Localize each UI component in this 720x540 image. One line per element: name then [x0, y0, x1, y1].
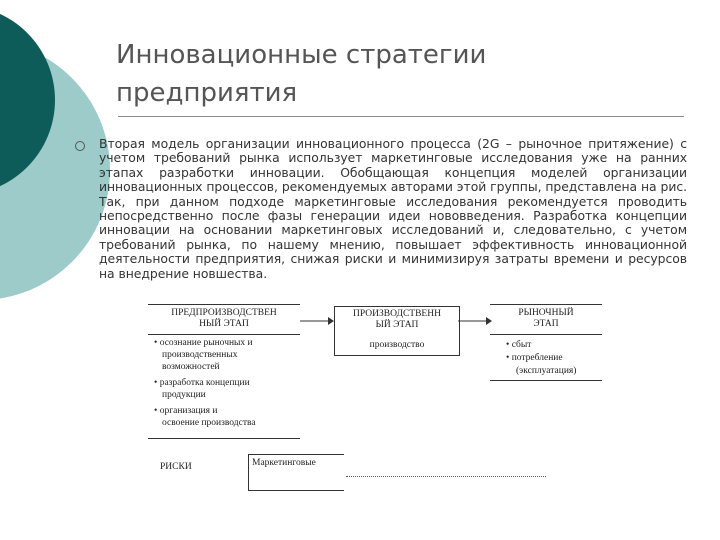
stage1-top-line: [148, 304, 300, 305]
stage1-bottom-line: [148, 438, 300, 439]
marketing-box-label: Маркетинговые: [252, 458, 316, 468]
body-paragraph: Вторая модель организации инновационного процесса (2G – рыночное притяжение) с учетом требований рынка использует маркетинговые исследования уже на ранних этапах разработки инновации. Обобщающая концепция моделей организации инновационных процессов, рекомендуемых авторами этой группы, представлена на рис. Так, при данном подходе маркетинговые исследования рекомендуется проводить непосредственно после фазы генерации идеи нововведения. Разработка концепции инновации на основании маркетинговых исследований и, следовательно, с учетом требований рынка, по нашему мнению, повышает эффективность инновационной деятельности предприятия, снижая риски и минимизируя затраты времени и ресурсов на внедрение новшества.: [99, 136, 687, 281]
stage1-item: освоение производства: [162, 418, 256, 428]
stage1-title: [148, 308, 300, 330]
stage2-title-line-2: ЫЙ ЭТАП: [375, 320, 419, 330]
decorative-circles: [0, 0, 110, 300]
bottom-box-top-line: [248, 454, 344, 455]
risks-label: РИСКИ: [160, 462, 192, 472]
slide-title-line-1: Инновационные стратегии: [116, 40, 487, 70]
stage3-title-line-2: ЭТАП: [533, 319, 559, 329]
stage1-title-line-2: НЫЙ ЭТАП: [199, 319, 249, 329]
arrow-right-icon: [458, 316, 492, 326]
stage3-item: • сбыт: [506, 340, 532, 350]
slide-title-line-2: предприятия: [116, 78, 298, 108]
stage3-bottom-line: [490, 380, 602, 381]
stage1-item: производственных: [162, 350, 238, 360]
slide-title: [116, 36, 676, 112]
stage2-title: [334, 309, 460, 331]
stage3-item: • потребление: [506, 353, 563, 363]
arrow-right-icon: [300, 316, 334, 326]
bottom-box-bottom-line: [248, 490, 344, 491]
stage1-divider: [148, 334, 300, 335]
bottom-box-left-line: [248, 454, 249, 490]
stage3-title: [490, 308, 602, 330]
title-divider: [118, 116, 684, 117]
stage1-item: возможностей: [162, 362, 220, 372]
bullet-circle-icon: [75, 141, 85, 151]
stage3-top-line: [490, 304, 602, 305]
stage1-item: • разработка концепции: [154, 378, 250, 388]
stage3-divider: [490, 334, 602, 335]
stage3-item: (эксплуатация): [516, 366, 577, 376]
bottom-dotted-line: [346, 476, 546, 477]
stage2-item: производство: [369, 340, 425, 350]
stage1-item: • организация и: [154, 406, 218, 416]
stage2-title-line-1: ПРОИЗВОДСТВЕНН: [353, 309, 441, 319]
stage3-title-line-1: РЫНОЧНЫЙ: [518, 308, 574, 318]
stage1-item: • осознание рыночных и: [154, 338, 253, 348]
stage1-title-line-1: ПРЕДПРОИЗВОДСТВЕН: [171, 308, 277, 318]
stage1-item: продукции: [162, 390, 206, 400]
innovation-process-diagram: [140, 298, 610, 498]
